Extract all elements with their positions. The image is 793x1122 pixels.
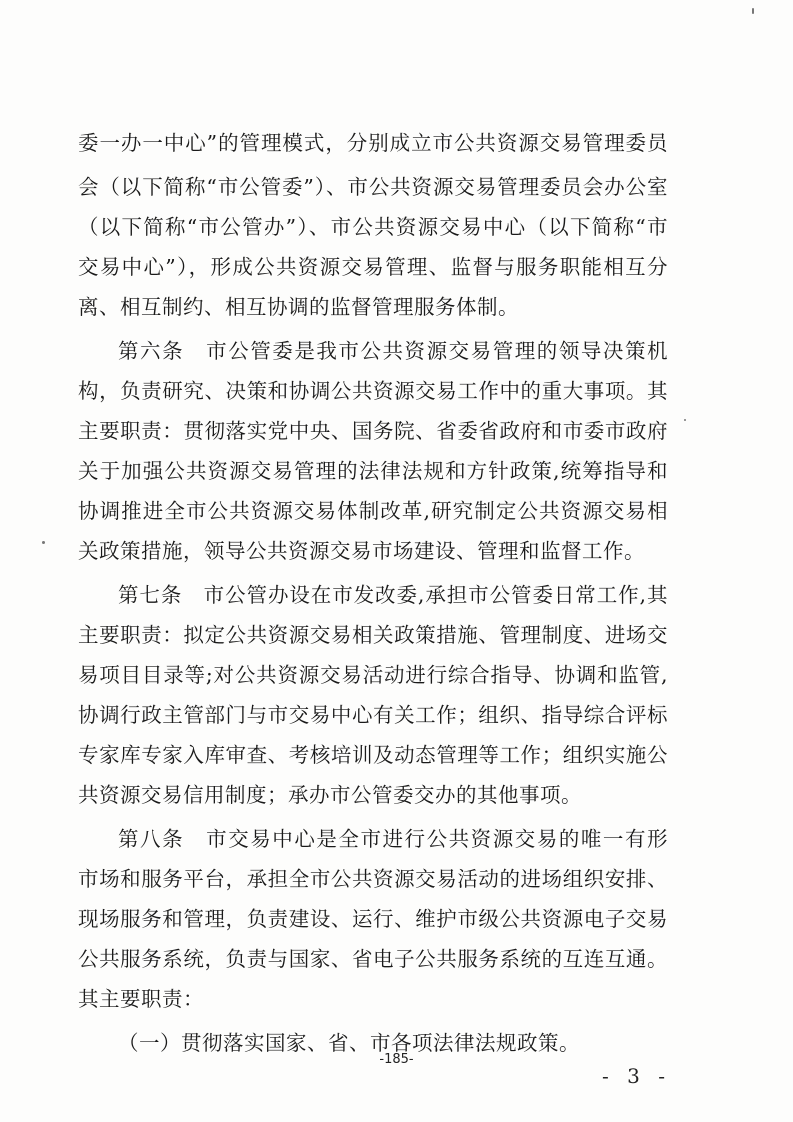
paragraph-line: 关政策措施，领导公共资源交易市场建设、管理和监督工作。 — [78, 539, 645, 563]
paragraph-line: 现场服务和管理，负责建设、运行、维护市级公共资源电子交易 — [78, 907, 668, 931]
paragraph-line: 协调推进全市公共资源交易体制改革,研究制定公共资源交易相 — [78, 499, 668, 523]
paragraph-line: 主要职责：拟定公共资源交易相关政策措施、管理制度、进场交 — [78, 623, 668, 647]
paragraph-line: 公共服务系统，负责与国家、省电子公共服务系统的互连互通。 — [78, 947, 668, 971]
paragraph-line: 会（以下简称“市公管委”）、市公共资源交易管理委员会办公室 — [78, 175, 668, 199]
article-8-heading-line: 第八条 市交易中心是全市进行公共资源交易的唯一有形 — [118, 827, 668, 851]
paragraph-line: 委一办一中心”的管理模式，分别成立市公共资源交易管理委员 — [78, 131, 668, 155]
paragraph-line: 离、相互制约、相互协调的监督管理服务体制。 — [78, 295, 519, 319]
paragraph-line: 协调行政主管部门与市交易中心有关工作；组织、指导综合评标 — [78, 703, 668, 727]
paragraph-line: 构，负责研究、决策和协调公共资源交易工作中的重大事项。其 — [78, 379, 668, 403]
article-7-heading-line: 第七条 市公管办设在市发改委,承担市公管委日常工作,其 — [118, 583, 668, 607]
page-number-center: -185- — [379, 1052, 414, 1067]
scan-speck — [684, 419, 686, 421]
paragraph-line: （以下简称“市公管办”）、市公共资源交易中心（以下简称“市 — [78, 215, 668, 239]
paragraph-line: 主要职责：贯彻落实党中央、国务院、省委省政府和市委市政府 — [78, 419, 668, 443]
paragraph-line: 市场和服务平台，承担全市公共资源交易活动的进场组织安排、 — [78, 867, 668, 891]
page-number-right: - 3 - — [602, 1064, 671, 1088]
scan-speck — [752, 8, 754, 14]
paragraph-line: 其主要职责： — [78, 987, 204, 1011]
paragraph-line: 关于加强公共资源交易管理的法律法规和方针政策,统筹指导和 — [78, 459, 668, 483]
paragraph-line: 共资源交易信用制度；承办市公管委交办的其他事项。 — [78, 783, 582, 807]
article-6-heading-line: 第六条 市公管委是我市公共资源交易管理的领导决策机 — [118, 339, 668, 363]
paragraph-line: 交易中心”），形成公共资源交易管理、监督与服务职能相互分 — [78, 255, 668, 279]
list-item-line: （一）贯彻落实国家、省、市各项法律法规政策。 — [118, 1031, 580, 1055]
paragraph-line: 易项目目录等;对公共资源交易活动进行综合指导、协调和监管, — [78, 663, 668, 687]
paragraph-line: 专家库专家入库审查、考核培训及动态管理等工作；组织实施公 — [78, 743, 668, 767]
scan-speck — [42, 541, 45, 544]
